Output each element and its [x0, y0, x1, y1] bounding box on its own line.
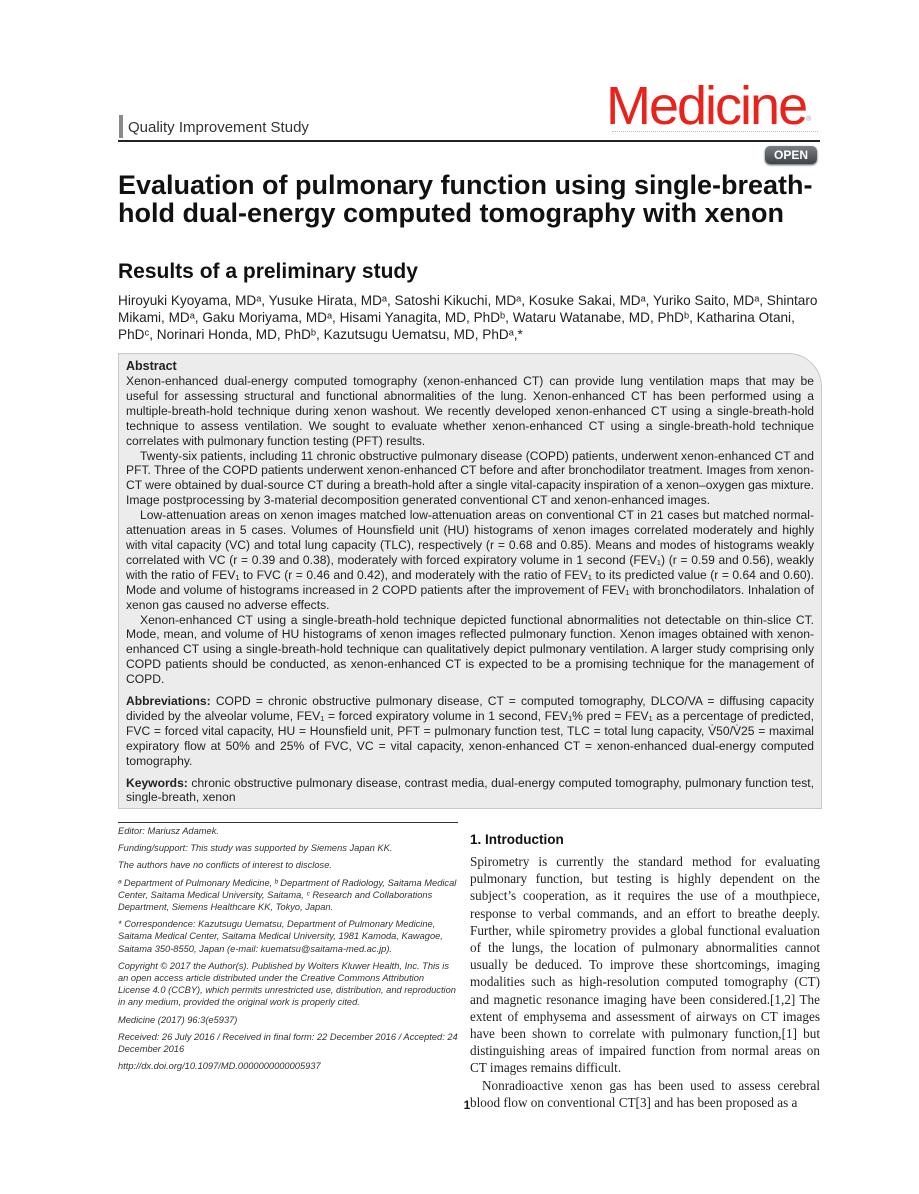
footnote-editor: Editor: Mariusz Adamek. — [118, 826, 219, 836]
journal-name: Medicine — [606, 76, 807, 136]
footnote-correspondence: * Correspondence: Kazutsugu Uematsu, Department of Pulmonary Medicine, Saitama Medical Center, Saitama Medical University, 1981 Kamoda, Kawagoe, Saitama 350-8550, Japan (e-mail: kuematsu@saitama-med.ac.jp). — [118, 919, 443, 954]
abbreviations-label: Abbreviations: — [126, 694, 211, 709]
article-type-label: Quality Improvement Study — [119, 115, 309, 138]
author-list: Hiroyuki Kyoyama, MDᵃ, Yusuke Hirata, MDᵃ, Satoshi Kikuchi, MDᵃ, Kosuke Sakai, MDᵃ, Yuriko Saito, MDᵃ, Shintaro Mikami, MDᵃ, Gaku Moriyama, MDᵃ, Hisami Yanagita, MD, PhDᵇ, Wataru Watanabe, MD, PhDᵇ, Katharina Otani, PhDᶜ, Norinari Honda, MD, PhDᵇ, Kazutsugu Uematsu, MD, PhDᵃ,* — [118, 293, 818, 342]
body-paragraph: Nonradioactive xenon gas has been used to assess cerebral blood flow on conventional CT[3] and has been proposed as a — [470, 1077, 820, 1110]
keywords-label: Keywords: — [126, 775, 188, 790]
abstract-paragraph: Xenon-enhanced CT using a single-breath-hold technique depicted functional abnormalities not detectable on thin-slice CT. Mode, mean, and volume of HU histograms of xenon images reflected pulmonary function. Xenon images obtained with xenon-enhanced CT using a single-breath-hold technique can qualitatively depict pulmonary ventilation. A larger study comprising only COPD patients should be conducted, as xenon-enhanced CT is expected to be a promising technique for the management of COPD. — [126, 612, 814, 687]
footnotes — [118, 825, 458, 1077]
logo-underline — [612, 131, 818, 132]
journal-logo — [606, 76, 811, 136]
registered-mark: ® — [806, 116, 812, 123]
article-subtitle: Results of a preliminary study — [118, 260, 418, 283]
footnote-dates: Received: 26 July 2016 / Received in final form: 22 December 2016 / Accepted: 24 December 2016 — [118, 1031, 458, 1055]
abstract-paragraph: Xenon-enhanced dual-energy computed tomography (xenon-enhanced CT) can provide lung ventilation maps that may be useful for assessing structural and functional abnormalities of the lung. Xenon-enhanced CT has been performed using a multiple-breath-hold technique during xenon washout. We recently developed xenon-enhanced CT using a single-breath-hold technique to assess ventilation. We sought to evaluate whether xenon-enhanced CT using a single-breath-hold technique correlates with pulmonary function testing (PFT) results. — [126, 374, 814, 448]
abstract-box — [118, 353, 822, 809]
keywords-text: chronic obstructive pulmonary disease, contrast media, dual-energy computed tomography, pulmonary function test, single-breath, xenon — [126, 775, 814, 805]
article-title: Evaluation of pulmonary function using single-breath-hold dual-energy computed tomography with xenon — [118, 170, 813, 228]
footnote-citation: Medicine (2017) 96:3(e5937) — [118, 1014, 238, 1025]
abstract-paragraph: Twenty-six patients, including 11 chronic obstructive pulmonary disease (COPD) patients, underwent xenon-enhanced CT and PFT. Three of the COPD patients underwent xenon-enhanced CT before and after bronchodilator treatment. Images from xenon-CT were obtained by dual-source CT during a breath-hold after a single vital-capacity inspiration of a xenon–oxygen gas mixture. Image postprocessing by 3-material decomposition generated conventional CT and xenon-enhanced images. — [126, 448, 814, 508]
footnote-affiliations: ᵃ Department of Pulmonary Medicine, ᵇ Department of Radiology, Saitama Medical Center, Saitama Medical University, Saitama, ᶜ Research and Collaborations Department, Siemens Healthcare KK, Tokyo, Japan. — [118, 877, 457, 913]
page-number: 1 — [463, 1098, 471, 1112]
footnote-funding: Funding/support: This study was supported by Siemens Japan KK. — [118, 843, 393, 854]
body-paragraph: Spirometry is currently the standard method for evaluating pulmonary function, but testing is highly dependent on the subject’s cooperation, as it requires the use of a mouthpiece, response to verbal commands, and an effort to breathe deeply. Further, while spirometry provides a global functional evaluation of the lungs, the location of pulmonary abnormalities cannot usually be deduced. To improve these shortcomings, imaging modalities such as high-resolution computed tomography (CT) and magnetic resonance imaging have been considered.[1,2] The extent of emphysema and assessment of airways on CT images have been shown to correlate with pulmonary function,[1] but distinguishing areas of impaired function from normal areas on CT images remains difficult. — [470, 854, 820, 1076]
abbreviations — [126, 694, 814, 769]
keywords — [126, 776, 814, 806]
abstract-heading: Abstract — [126, 359, 177, 373]
section-heading: 1. Introduction — [470, 832, 564, 847]
doi-link[interactable]: http://dx.doi.org/10.1097/MD.0000000000005937 — [118, 1061, 321, 1072]
abstract-paragraph: Low-attenuation areas on xenon images matched low-attenuation areas on conventional CT in 21 cases but matched normal-attenuation areas in 5 cases. Volumes of Hounsfield unit (HU) histograms of xenon images correlated moderately and highly with vital capacity (VC) and total lung capacity (TLC), respectively (r = 0.68 and 0.85). Means and modes of histograms weakly correlated with VC (r = 0.39 and 0.38), moderately with forced expiratory volume in 1 second (FEV₁) (r = 0.59 and 0.56), weakly with the ratio of FEV₁ to FVC (r = 0.46 and 0.42), and moderately with the ratio of FEV₁ to its predicted value (r = 0.64 and 0.60). Mode and volume of histograms increased in 2 COPD patients after the improvement of FEV₁ with bronchodilators. Inhalation of xenon gas caused no adverse effects. — [126, 508, 814, 612]
abbreviations-text: COPD = chronic obstructive pulmonary disease, CT = computed tomography, DLCO/VA = diffusing capacity divided by the alveolar volume, FEV₁ = forced expiratory volume in 1 second, FEV₁% pred = FEV₁ as a percentage of predicted, FVC = forced vital capacity, HU = Hounsfield unit, PFT = pulmonary function test, TLC = total lung capacity, V̇50/V̇25 = maximal expiratory flow at 50% and 25% of FVC, VC = vital capacity, xenon-enhanced CT = xenon-enhanced dual-energy computed tomography. — [126, 694, 814, 768]
introduction-section — [470, 832, 820, 1111]
footnote-conflicts: The authors have no conflicts of interest to disclose. — [118, 860, 332, 871]
header-divider — [118, 140, 820, 142]
footnote-copyright: Copyright © 2017 the Author(s). Published by Wolters Kluwer Health, Inc. This is an open access article distributed under the Creative Commons Attribution License 4.0 (CCBY), which permits unrestricted use, distribution, and reproduction in any medium, provided the original work is properly cited. — [118, 960, 456, 1008]
footnote-divider — [118, 822, 458, 823]
open-access-badge: OPEN — [765, 146, 817, 164]
